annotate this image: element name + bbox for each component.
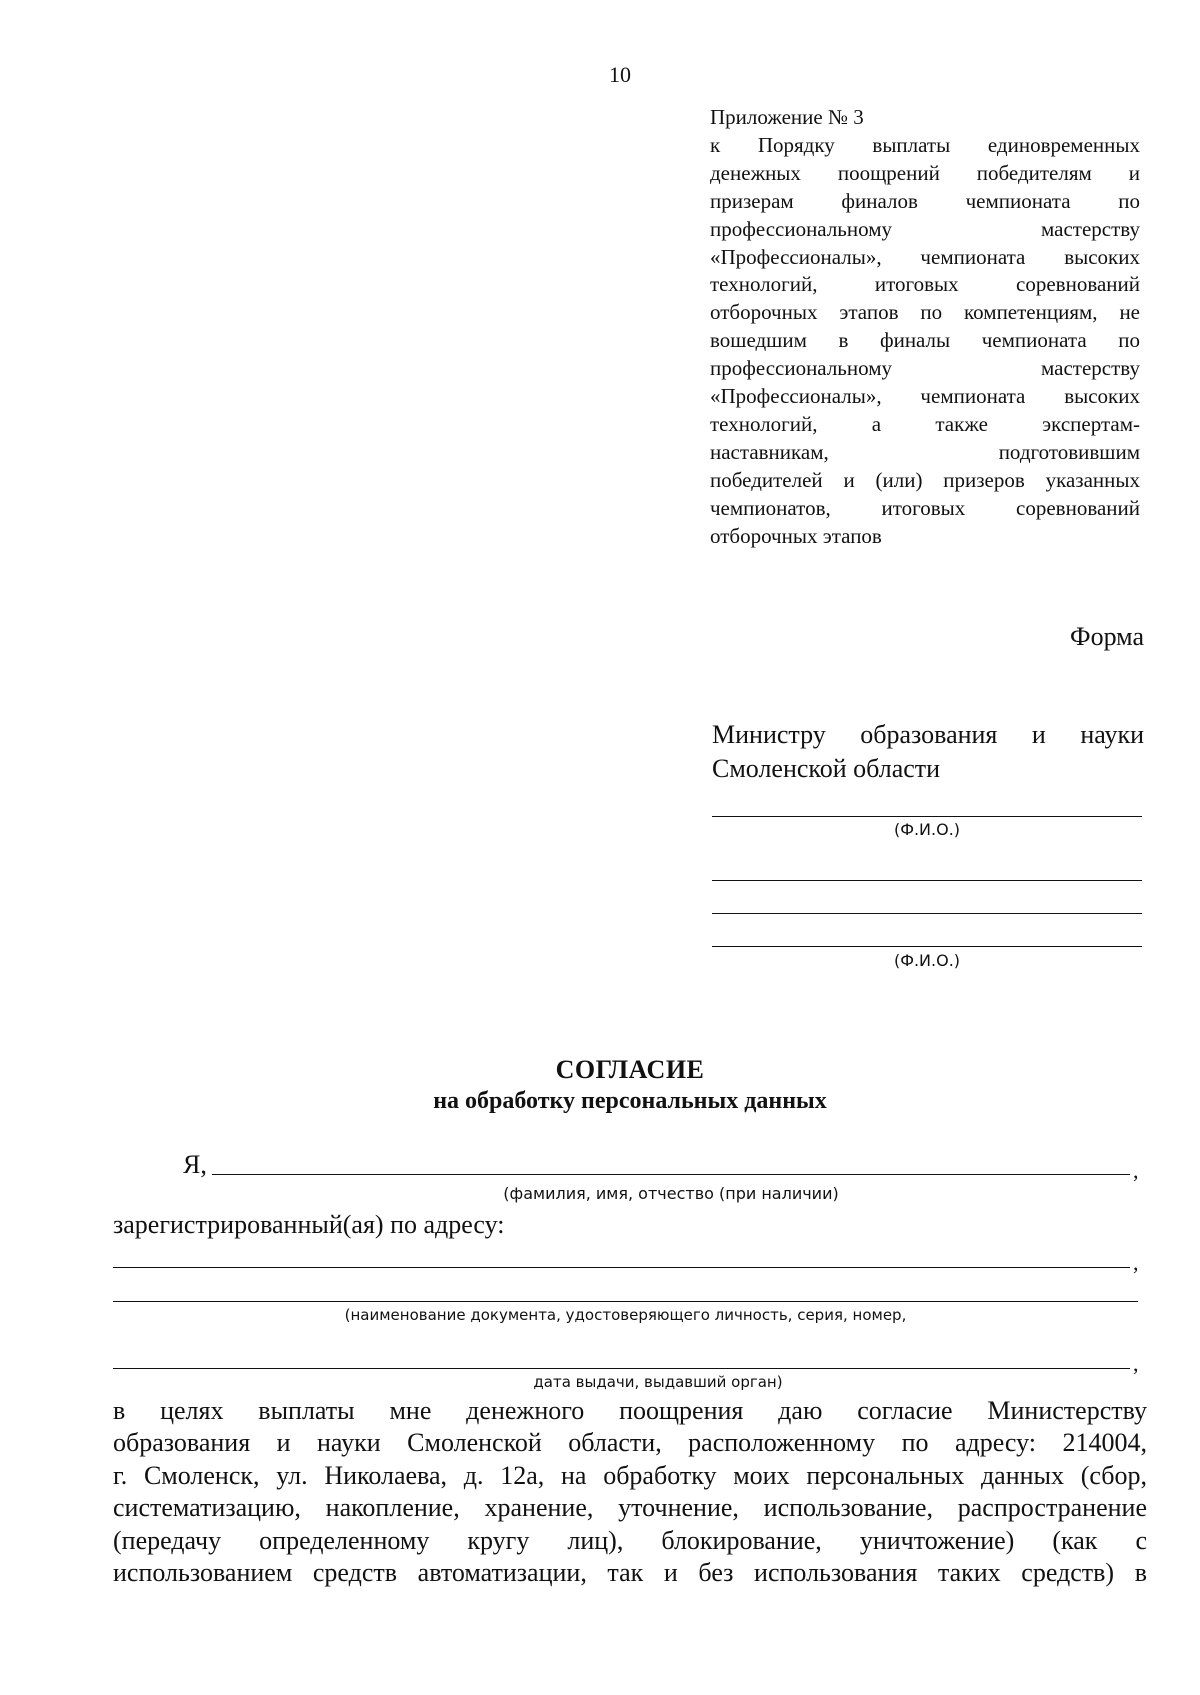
- document-caption: (наименование документа, удостоверяющего личность, серия, номер,: [344, 1306, 907, 1324]
- fio-line-1[interactable]: [712, 816, 1142, 817]
- appendix-line: «Профессионалы», чемпионата высоких: [710, 384, 1140, 409]
- body-line: использованием средств автоматизации, так и без использования таких средств) в: [113, 1558, 1147, 1588]
- sender-line-3[interactable]: [712, 946, 1142, 947]
- addressee-block: [712, 718, 1144, 786]
- document-line[interactable]: [113, 1301, 1138, 1302]
- appendix-line: призерам финалов чемпионата по: [710, 188, 1140, 213]
- sender-line-2[interactable]: [712, 913, 1142, 914]
- body-line: образования и науки Смоленской области, расположенному по адресу: 214004,: [113, 1428, 1147, 1458]
- consent-body: [113, 1395, 1147, 1589]
- fio-caption-2: (Ф.И.О.): [893, 951, 961, 970]
- appendix-line: технологий, итоговых соревнований: [710, 272, 1140, 297]
- issue-caption: дата выдачи, выдавший орган): [533, 1373, 783, 1391]
- registered-label: зарегистрированный(ая) по адресу:: [113, 1210, 505, 1239]
- appendix-line: отборочных этапов по компетенциям, не: [710, 300, 1140, 325]
- comma: ,: [1133, 1351, 1139, 1376]
- appendix-line: чемпионатов, итоговых соревнований: [710, 495, 1140, 520]
- issue-line[interactable]: [113, 1368, 1130, 1369]
- ya-label: Я,: [183, 1150, 207, 1179]
- page-number: 10: [609, 62, 631, 87]
- form-label: Форма: [1070, 622, 1144, 651]
- appendix-line: технологий, а также экспертам-: [710, 411, 1140, 436]
- addressee-line-2: Смоленской области: [712, 754, 941, 783]
- document-title: СОГЛАСИЕ: [555, 1055, 705, 1084]
- comma: ,: [1133, 1158, 1139, 1183]
- fio-caption-1: (Ф.И.О.): [893, 820, 961, 839]
- comma: ,: [1133, 1250, 1139, 1275]
- appendix-line: профессиональному мастерству: [710, 216, 1140, 241]
- appendix-line: отборочных этапов: [710, 523, 882, 548]
- appendix-line: денежных поощрений победителям и: [710, 160, 1140, 185]
- addressee-line-1: Министру образования и науки: [712, 720, 1144, 749]
- appendix-line: профессиональному мастерству: [710, 356, 1140, 381]
- body-line: в целях выплаты мне денежного поощрения даю согласие Министерству: [113, 1396, 1147, 1425]
- sender-line-1[interactable]: [712, 880, 1142, 881]
- address-line[interactable]: [113, 1267, 1130, 1268]
- appendix-block: [710, 104, 1140, 551]
- name-caption: (фамилия, имя, отчество (при наличии): [503, 1184, 839, 1203]
- body-line: (передачу определенному кругу лиц), блокирование, уничтожение) (как с: [113, 1525, 1147, 1555]
- appendix-line: к Порядку выплаты единовременных: [710, 132, 1140, 157]
- appendix-line: Приложение № 3: [710, 105, 864, 129]
- body-line: систематизацию, накопление, хранение, уточнение, использование, распространение: [113, 1493, 1147, 1523]
- body-line: г. Смоленск, ул. Николаева, д. 12а, на обработку моих персональных данных (сбор,: [113, 1460, 1147, 1490]
- appendix-line: вошедшим в финалы чемпионата по: [710, 328, 1140, 353]
- full-name-line[interactable]: [212, 1174, 1130, 1175]
- appendix-line: наставникам, подготовившим: [710, 439, 1140, 464]
- appendix-line: «Профессионалы», чемпионата высоких: [710, 244, 1140, 269]
- appendix-line: победителей и (или) призеров указанных: [710, 467, 1140, 492]
- document-subtitle: на обработку персональных данных: [433, 1088, 827, 1114]
